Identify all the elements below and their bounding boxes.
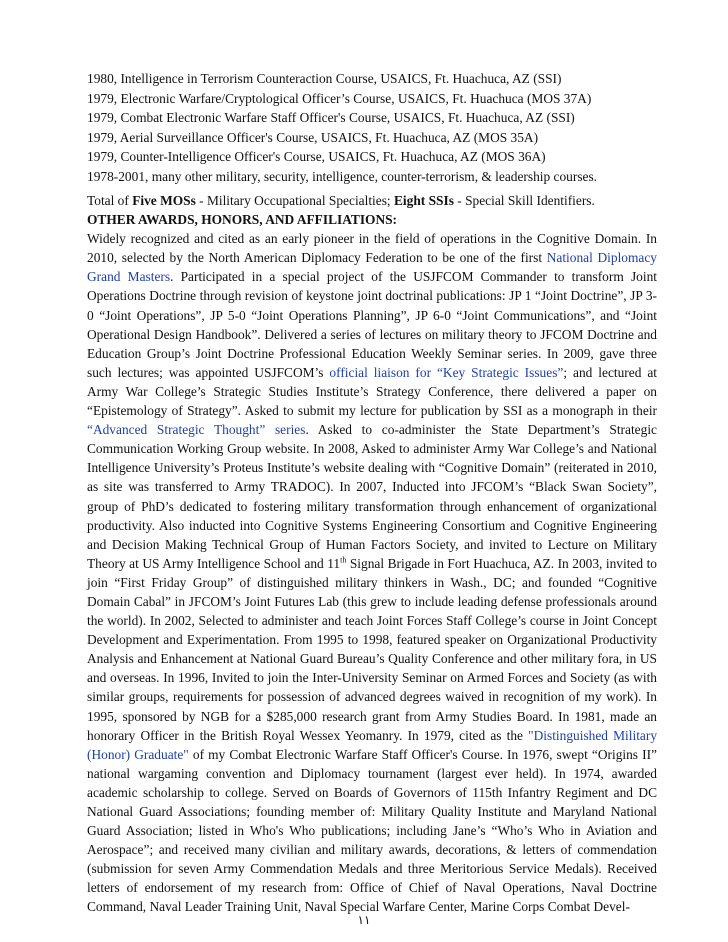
totals-line [87,191,657,210]
course-list [87,69,659,187]
paragraph-text: Widely recognized and cited as an early pioneer in the field of operations in the Cognitive Domain. In 2010, selected by the North American Diplomacy Federation to be one of the first [87,231,657,266]
paragraph-text: . Participated in a special project of the USJFCOM Commander to transform Joint Operations Doctrine through revision of keystone joint doctrinal publications: JP 1 “Joint Doctrine”, JP 3-0 “Joint Operations”, JP 5-0 “Joint Operations Planning”, JP 6-0 “Joint Communications”, and “Joint Operational Design Handbook”. Delivered a series of lectures on military theory to JFCOM Doctrine and Education Group’s Joint Doctrine Professional Education Weekly Seminar series. In 2009, gave three such lectures; was appointed USJFCOM’s [87,269,657,380]
mos-count: Five MOSs [132,193,196,208]
link-diplomacy-grand-masters[interactable]: National Diplomacy Grand Masters [87,250,657,285]
course-item: 1980, Intelligence in Terrorism Counteraction Course, USAICS, Ft. Huachuca, AZ (SSI) [87,71,562,86]
course-item: 1979, Electronic Warfare/Cryptological Officer’s Course, USAICS, Ft. Huachuca (MOS 37A) [87,90,592,106]
page-number: ١١ [357,913,371,927]
paragraph-text: . Asked to co-administer the State Department’s Strategic Communication Working Group website. In 2008, Asked to administer Army War College’s and National Intelligence University’s Proteus Institute’s website dealing with “Cognitive Domain” (reiterated in 2010, as site was transferred to Army TRADOC). In 2007, Inducted into JFCOM’s “Black Swan Society”, group of PhD’s dedicated to fostering military transformation through enhancement of organizational productivity. Also inducted into Cognitive Systems Engineering Consortium and Cognitive Engineering and Decision Making Technical Group of Human Factors Society, and invited to Lecture on Military Theory at US Army Intelligence School and 11 [87,422,657,571]
paragraph-text: ; and lectured at Army War College’s Strategic Studies Institute’s Strategy Conference, there delivered a paper on “Epistemology of Strategy”. Asked to submit my lecture for publication by SSI as a monograph in their [87,364,658,419]
course-item: 1979, Aerial Surveillance Officer's Course, USAICS, Ft. Huachuca, AZ (MOS 35A) [87,129,539,145]
totals-prefix: Total of [87,193,133,208]
link-advanced-strategic-thought[interactable]: “Advanced Strategic Thought” series [87,422,306,438]
mos-description: - Military Occupational Specialties; [195,193,394,208]
ssi-count: Eight SSIs [394,193,454,208]
course-item: 1979, Counter-Intelligence Officer's Course, USAICS, Ft. Huachuca, AZ (MOS 36A) [87,149,546,165]
link-key-strategic-issues[interactable]: official liaison for “Key Strategic Issues” [329,364,564,380]
paragraph-text: Signal Brigade in Fort Huachuca, AZ. In 2003, invited to join “First Friday Group” of distinguished military thinkers in Wash., DC; and founded “Cognitive Domain Cabal” in JFCOM’s Joint Futures Lab (this grew to include leading defense professionals around the world). In 2002, Selected to administer and teach Joint Forces Staff College’s course in Joint Concept Development and Experimentation. From 1995 to 1998, featured speaker on Organizational Productivity Analysis and Enhancement at National Guard Bureau’s Quality Conference and other military fora, in US and overseas. In 1996, Invited to join the Inter-University Seminar on Armed Forces and Society (as with similar groups, requirements for possession of advanced degrees waived in recognition of my work). In 1995, sponsored by NGB for a $285,000 research grant from Army Studies Board. In 1981, made an honorary Officer in the British Royal Wessex Yeomanry. In 1979, cited as the [87,555,657,743]
awards-section [87,191,657,917]
course-item: 1978-2001, many other military, security, intelligence, counter-terrorism, & leadership courses. [87,168,598,184]
awards-paragraph [87,229,657,916]
paragraph-text: of my Combat Electronic Warfare Staff Officer's Course. In 1976, swept “Origins II” national wargaming convention and Diplomacy tournament (largest ever held). In 1974, awarded academic scholarship to college. Served on Boards of Governors of 115th Infantry Regiment and DC National Guard Associations; founding member of: Military Quality Institute and Maryland National Guard Association; listed in Who's Who publications; including Jane’s “Who’s Who in Aviation and Aerospace”; and received many civilian and military awards, decorations, & letters of commendation (submission for seven Army Commendation Medals and three Meritorious Service Medals). Received letters of endorsement of my research from: Office of Chief of Naval Operations, Naval Doctrine Command, Naval Leader Training Unit, Naval Special Warfare Center, Marine Corps Combat Devel- [87,746,657,915]
link-distinguished-military-graduate[interactable]: "Distinguished Military (Honor) Graduate" [87,727,658,762]
section-heading: OTHER AWARDS, HONORS, AND AFFILIATIONS: [87,212,398,228]
course-item: 1979, Combat Electronic Warfare Staff Officer's Course, USAICS, Ft. Huachuca, AZ (SSI) [87,110,575,126]
ordinal-superscript: th [340,555,347,565]
ssi-description: - Special Skill Identifiers. [453,193,595,208]
